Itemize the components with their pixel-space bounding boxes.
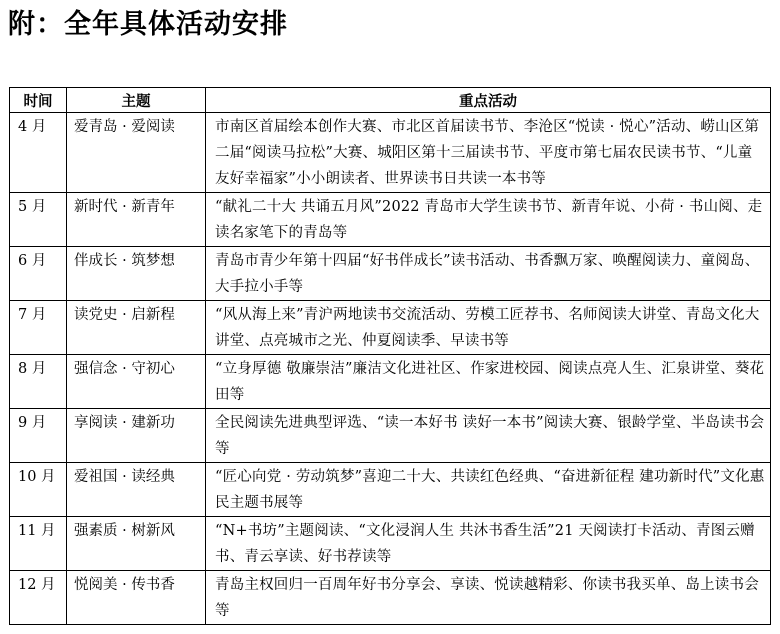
- month-cell: 11 月: [10, 517, 67, 571]
- month-cell: 9 月: [10, 409, 67, 463]
- month-cell: 8 月: [10, 355, 67, 409]
- table-row: [10, 301, 771, 355]
- theme-cell: 强素质 · 树新风: [67, 517, 206, 571]
- page-title: 附：全年具体活动安排: [8, 9, 288, 40]
- header-activities: 重点活动: [206, 88, 771, 113]
- activity-schedule-table: [9, 87, 771, 625]
- month-cell: 5 月: [10, 193, 67, 247]
- table-row: [10, 571, 771, 625]
- table-row: [10, 247, 771, 301]
- table-row: [10, 355, 771, 409]
- theme-cell: 爱青岛 · 爱阅读: [67, 113, 206, 193]
- activities-cell: “风从海上来”青沪两地读书交流活动、劳模工匠荐书、名师阅读大讲堂、青岛文化大讲堂、点亮城市之光、仲夏阅读季、早读书等: [206, 301, 771, 355]
- theme-cell: 伴成长 · 筑梦想: [67, 247, 206, 301]
- month-cell: 7 月: [10, 301, 67, 355]
- theme-cell: 读党史 · 启新程: [67, 301, 206, 355]
- header-time: 时间: [10, 88, 67, 113]
- theme-cell: 新时代 · 新青年: [67, 193, 206, 247]
- theme-cell: 爱祖国 · 读经典: [67, 463, 206, 517]
- theme-cell: 享阅读 · 建新功: [67, 409, 206, 463]
- activities-cell: “匠心向党 · 劳动筑梦”喜迎二十大、共读红色经典、“奋进新征程 建功新时代”文化惠民主题书展等: [206, 463, 771, 517]
- table-header-row: [10, 88, 771, 113]
- theme-cell: 强信念 · 守初心: [67, 355, 206, 409]
- theme-cell: 悦阅美 · 传书香: [67, 571, 206, 625]
- activities-cell: 全民阅读先进典型评选、“读一本好书 读好一本书”阅读大赛、银龄学堂、半岛读书会等: [206, 409, 771, 463]
- table-row: [10, 113, 771, 193]
- table-row: [10, 463, 771, 517]
- month-cell: 12 月: [10, 571, 67, 625]
- activities-cell: “献礼二十大 共诵五月风”2022 青岛市大学生读书节、新青年说、小荷 · 书山阅、走读名家笔下的青岛等: [206, 193, 771, 247]
- activities-cell: 青岛市青少年第十四届“好书伴成长”读书活动、书香飘万家、唤醒阅读力、童阅岛、大手拉小手等: [206, 247, 771, 301]
- month-cell: 4 月: [10, 113, 67, 193]
- table-row: [10, 193, 771, 247]
- month-cell: 10 月: [10, 463, 67, 517]
- activities-cell: “N+书坊”主题阅读、“文化浸润人生 共沐书香生活”21 天阅读打卡活动、青图云赠书、青云享读、好书荐读等: [206, 517, 771, 571]
- activities-cell: 青岛主权回归一百周年好书分享会、享读、悦读越精彩、你读书我买单、岛上读书会等: [206, 571, 771, 625]
- activities-cell: “立身厚德 敬廉崇洁”廉洁文化进社区、作家进校园、阅读点亮人生、汇泉讲堂、葵花田等: [206, 355, 771, 409]
- activities-cell: 市南区首届绘本创作大赛、市北区首届读书节、李沧区“悦读 · 悦心”活动、崂山区第二届“阅读马拉松”大赛、城阳区第十三届读书节、平度市第七届农民读书节、“儿童友好幸福家”小小朗读者、世界读书日共读一本书等: [206, 113, 771, 193]
- header-theme: 主题: [67, 88, 206, 113]
- table-row: [10, 517, 771, 571]
- month-cell: 6 月: [10, 247, 67, 301]
- table-row: [10, 409, 771, 463]
